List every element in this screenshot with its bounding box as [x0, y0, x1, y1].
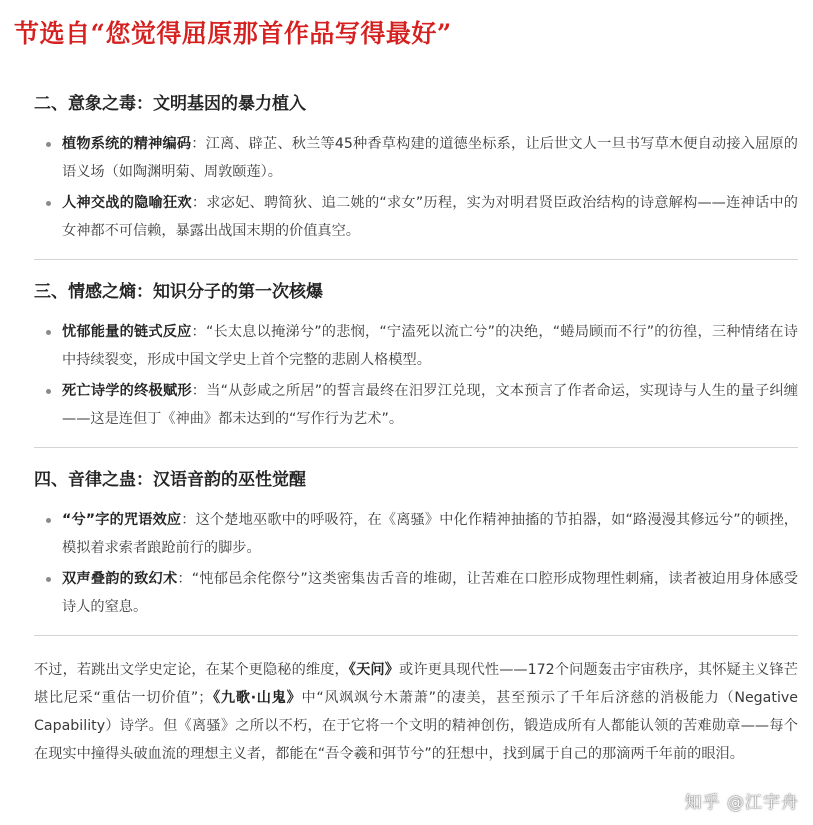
item-text: ：“忳郁邑余侘傺兮”这类密集齿舌音的堆砌，让苦难在口腔形成物理性刺痛，读者被迫用身体感受诗人的窒息。 [62, 571, 798, 615]
work-title-shangui: 《九歌·山鬼》 [212, 690, 302, 706]
article-body [34, 92, 798, 768]
work-title-tianwen: 《天问》 [348, 662, 400, 678]
item-label: 人神交战的隐喻狂欢 [62, 195, 192, 211]
section-rhythm [34, 468, 798, 621]
item-text: ：“长太息以掩涕兮”的悲悯，“宁溘死以流亡兮”的决绝，“蜷局顾而不行”的彷徨，三种情绪在诗中持续裂变，形成中国文学史上首个完整的悲剧人格模型。 [62, 324, 798, 368]
bullet-list [34, 318, 798, 433]
divider [34, 635, 798, 636]
closing-text: 中“风飒飒兮木萧萧”的凄美，甚至预示了千年后济慈的消极能力（Negative Capability）诗学。但《离骚》之所以不朽，在于它将一个文明的精神创伤，锻造成所有人都能认领的苦难勋章——每个在现实中撞得头破血流的理想主义者，都能在“吾令羲和弭节兮”的狂想中，找到属于自己的那滴两千年前的眼泪。 [34, 690, 799, 762]
section-heading: 四、音律之蛊：汉语音韵的巫性觉醒 [34, 470, 306, 490]
item-text: ：当“从彭咸之所居”的誓言最终在汨罗江兑现，文本预言了作者命运，实现诗与人生的量子纠缠——这是连但丁《神曲》都未达到的“写作行为艺术”。 [62, 383, 798, 427]
page-title: 节选自“您觉得屈原那首作品写得最好” [14, 19, 452, 48]
list-item [34, 506, 798, 562]
divider [34, 259, 798, 260]
list-item [34, 377, 798, 433]
closing-paragraph [34, 656, 798, 768]
divider [34, 447, 798, 448]
section-heading: 二、意象之毒：文明基因的暴力植入 [34, 94, 306, 114]
list-item [34, 318, 798, 374]
list-item [34, 130, 798, 186]
section-heading: 三、情感之熵：知识分子的第一次核爆 [34, 282, 323, 302]
item-label: 植物系统的精神编码 [62, 136, 192, 152]
section-imagery [34, 92, 798, 245]
closing-text: 不过，若跳出文学史定论，在某个更隐秘的维度， [34, 662, 349, 678]
item-label: “兮”字的咒语效应 [62, 512, 182, 528]
item-text: ：求宓妃、聘简狄、追二姚的“求女”历程，实为对明君贤臣政治结构的诗意解构——连神话中的女神都不可信赖，暴露出战国末期的价值真空。 [62, 195, 798, 239]
section-emotion [34, 280, 798, 433]
bullet-list [34, 130, 798, 245]
bullet-list [34, 506, 798, 621]
item-text: ：江离、辟芷、秋兰等45种香草构建的道德坐标系，让后世文人一旦书写草木便自动接入屈原的语义场（如陶渊明菊、周敦颐莲）。 [62, 136, 798, 180]
item-label: 死亡诗学的终极赋形 [62, 383, 192, 399]
list-item [34, 565, 798, 621]
item-label: 双声叠韵的致幻术 [62, 571, 178, 587]
item-text: ：这个楚地巫歌中的呼吸符，在《离骚》中化作精神抽搐的节拍器，如“路漫漫其修远兮”的顿挫，模拟着求索者踉跄前行的脚步。 [62, 512, 798, 556]
item-label: 忧郁能量的链式反应 [62, 324, 192, 340]
list-item [34, 189, 798, 245]
watermark: 知乎 @江宇舟 [684, 793, 799, 813]
closing-text: 或许更具现代性——172个问题轰击宇宙秩序，其怀疑主义锋芒堪比尼采“重估一切价值”； [34, 662, 798, 706]
